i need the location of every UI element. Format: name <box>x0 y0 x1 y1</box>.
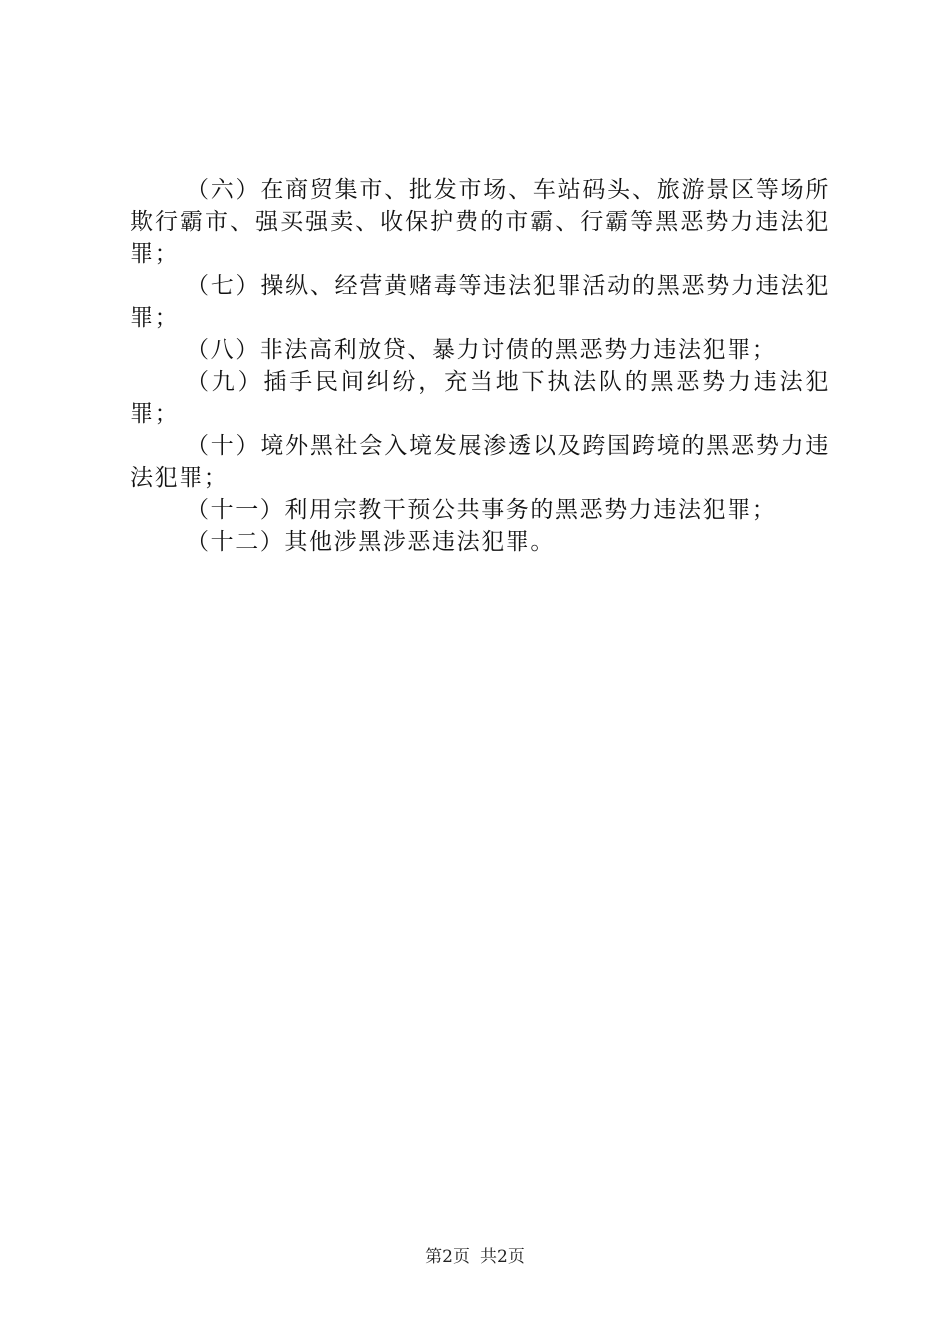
paragraph-item-8: （八）非法高利放贷、暴力讨债的黑恶势力违法犯罪； <box>186 337 777 363</box>
paragraph-item-10: （十）境外黑社会入境发展渗透以及跨国跨境的黑恶势力违法犯罪； <box>130 433 830 491</box>
page-number: 第2页 <box>425 1247 470 1267</box>
paragraph-item-12: （十二）其他涉黑涉恶违法犯罪。 <box>186 529 555 555</box>
page-total: 共2页 <box>480 1247 525 1267</box>
paragraph-item-11: （十一）利用宗教干预公共事务的黑恶势力违法犯罪； <box>186 497 777 523</box>
paragraph-item-7: （七）操纵、经营黄赌毒等违法犯罪活动的黑恶势力违法犯罪； <box>130 273 830 331</box>
document-body <box>130 174 830 558</box>
paragraph-item-9: （九）插手民间纠纷，充当地下执法队的黑恶势力违法犯罪； <box>130 369 830 427</box>
paragraph-item-6: （六）在商贸集市、批发市场、车站码头、旅游景区等场所欺行霸市、强买强卖、收保护费的市霸、行霸等黑恶势力违法犯罪； <box>130 177 830 267</box>
page-footer <box>0 1242 950 1267</box>
